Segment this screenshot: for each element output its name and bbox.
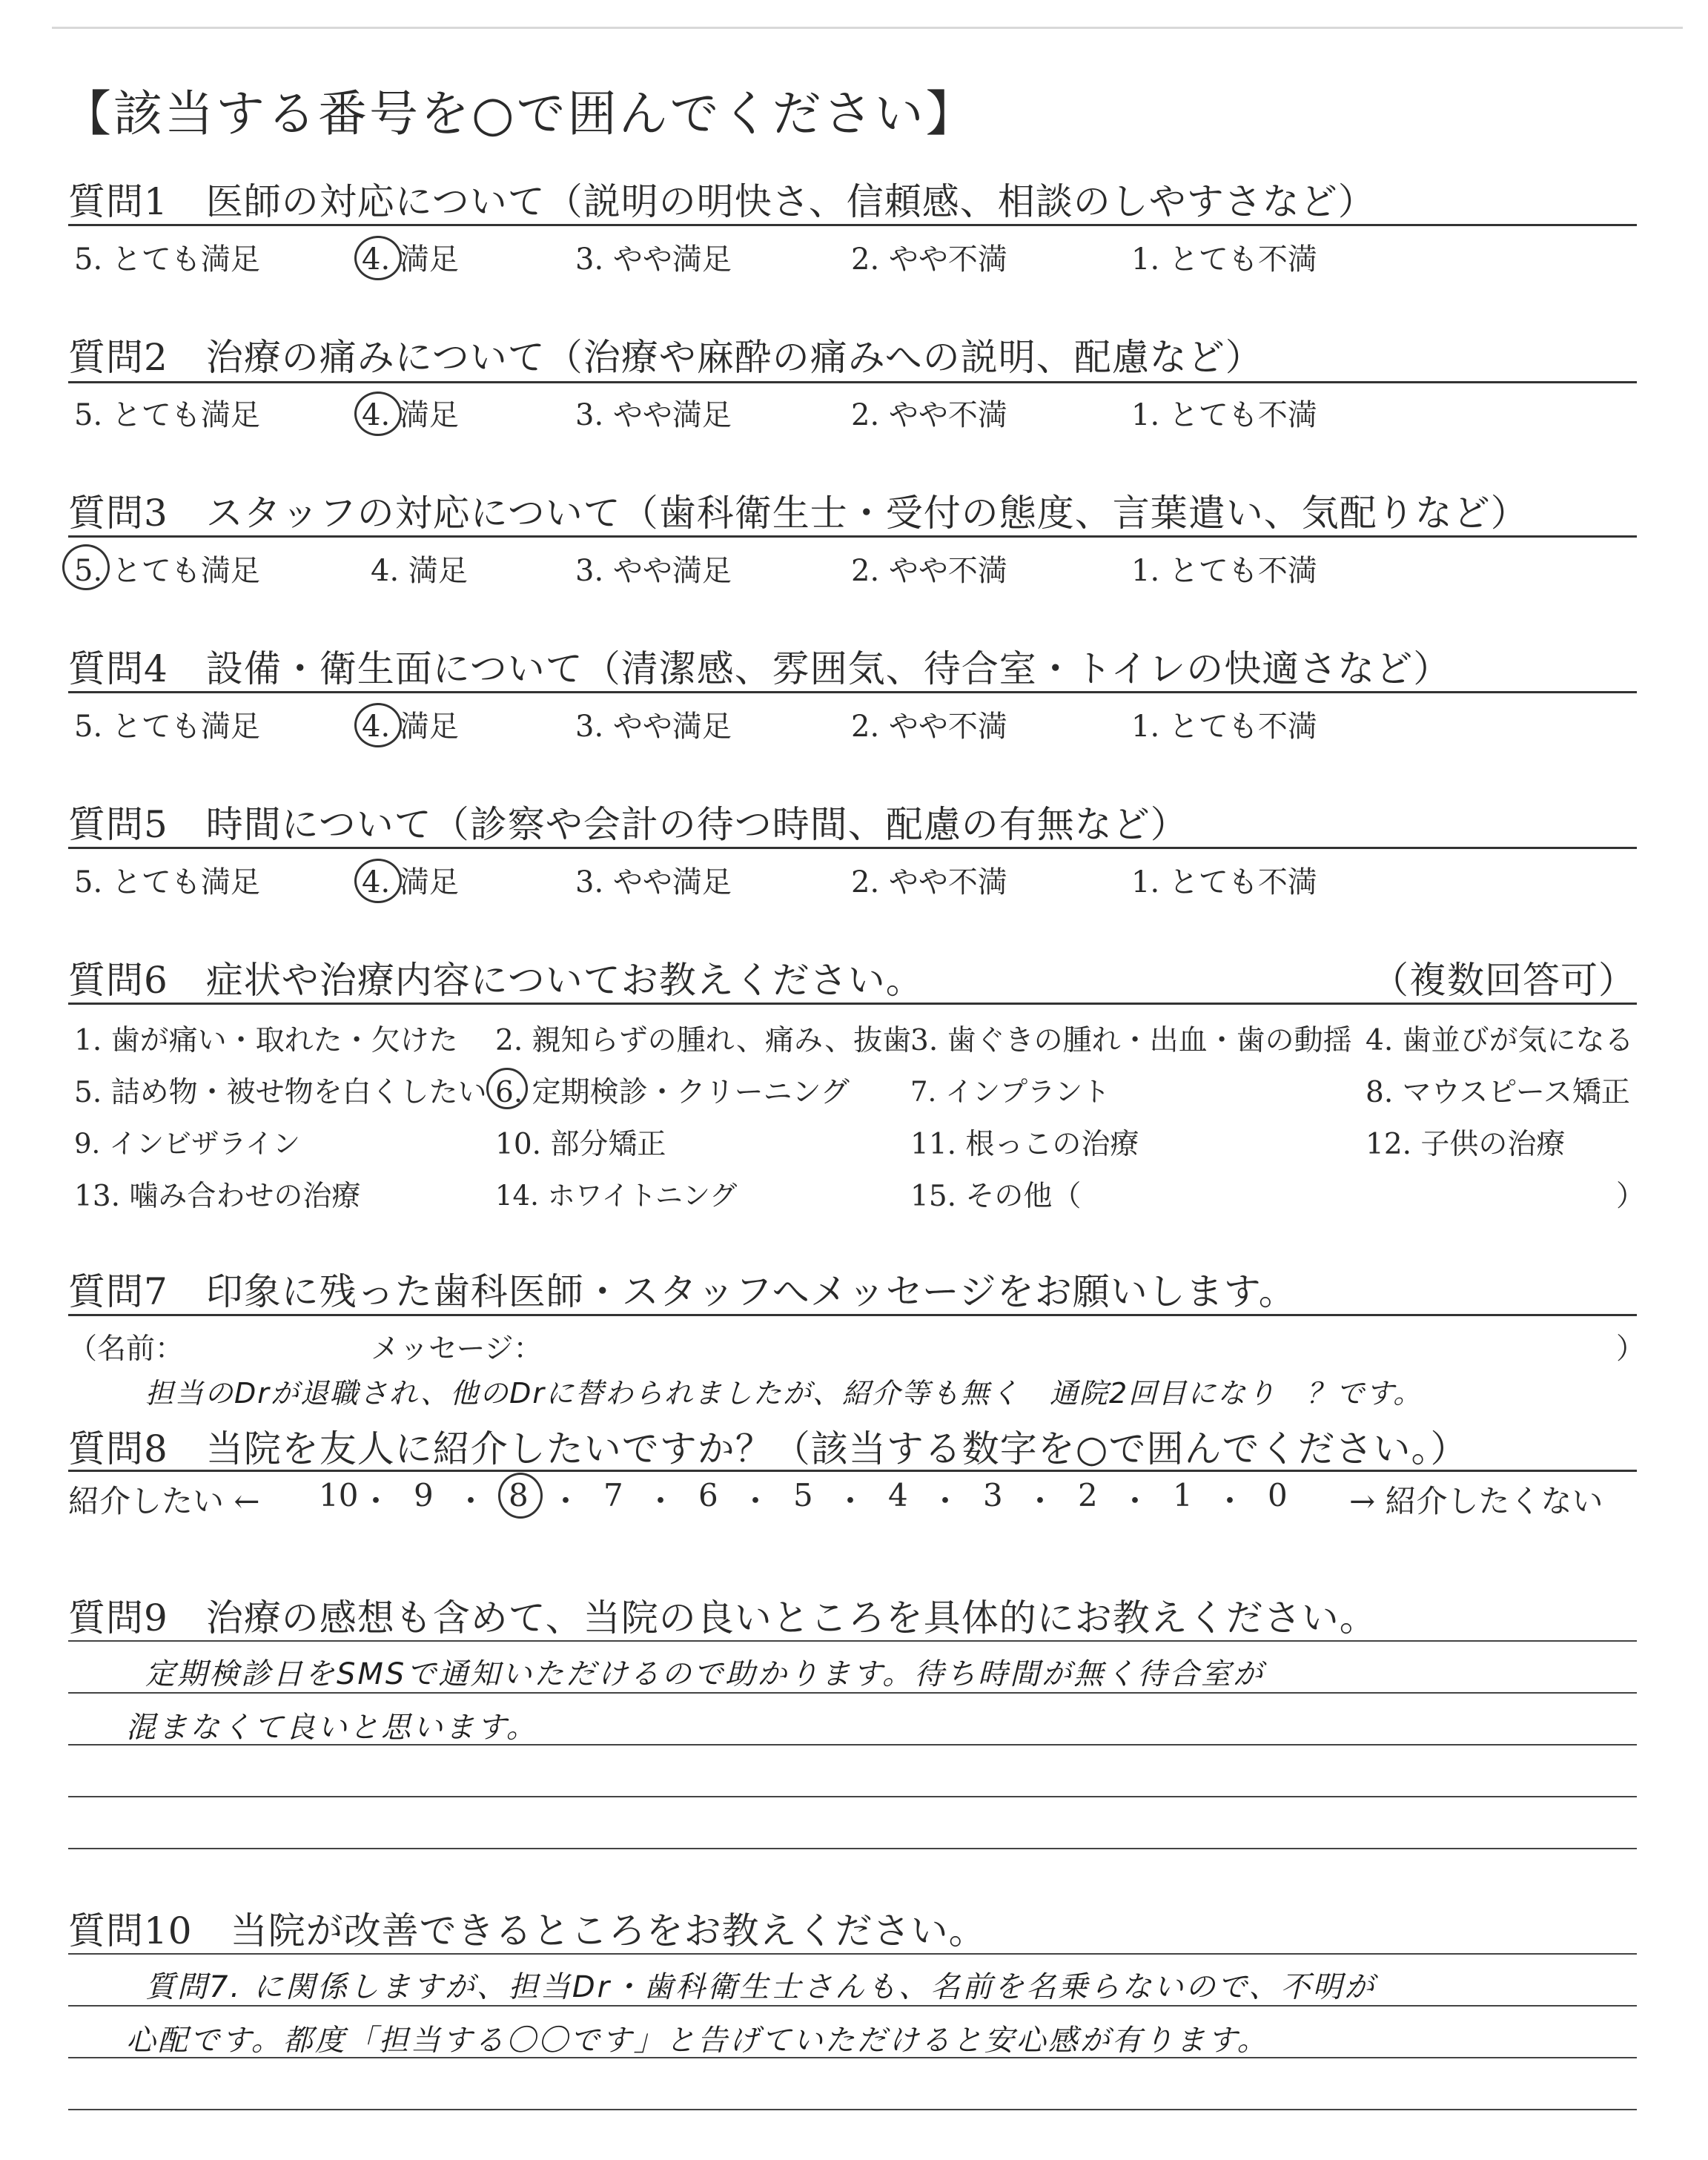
q6-item-13[interactable]: 13. 噛み合わせの治療 xyxy=(74,1180,361,1213)
q7-close: ） xyxy=(1616,1332,1646,1366)
q2-option-5[interactable]: 5. とても満足 xyxy=(74,398,260,432)
q6-item-14[interactable]: 14. ホワイトニング xyxy=(495,1180,738,1212)
q8-scale-value-1[interactable]: 1 xyxy=(1173,1477,1193,1513)
q6-item-3[interactable]: 3. 歯ぐきの腫れ・出血・歯の動揺 xyxy=(910,1024,1352,1057)
q8-scale-separator: ・ xyxy=(455,1483,487,1519)
q9-line-5 xyxy=(68,1848,1637,1849)
q5-heading: 質問5 時間について（診察や会計の待つ時間、配慮の有無など） xyxy=(68,803,1188,846)
q8-scale-separator: ・ xyxy=(1025,1483,1056,1519)
q6-item-11[interactable]: 11. 根っこの治療 xyxy=(910,1128,1139,1161)
q3-option-2[interactable]: 2. やや不満 xyxy=(851,554,1007,588)
q3-selected-circle xyxy=(62,544,110,590)
q9-line-4 xyxy=(68,1796,1637,1797)
q8-scale-value-8[interactable]: 8 xyxy=(509,1477,529,1513)
q7-name-label: （名前： xyxy=(68,1332,185,1366)
q3-option-4[interactable]: 4. 満足 xyxy=(371,554,468,588)
q8-scale-separator: ・ xyxy=(1119,1483,1151,1519)
q8-right-label: → 紹介したくない xyxy=(1349,1483,1603,1519)
q2-heading: 質問2 治療の痛みについて（治療や麻酔の痛みへの説明、配慮など） xyxy=(68,336,1263,379)
q8-scale-value-0[interactable]: 0 xyxy=(1268,1477,1288,1513)
q8-scale-value-3[interactable]: 3 xyxy=(983,1477,1003,1513)
q6-selected-circle xyxy=(486,1068,528,1109)
q6-item-4[interactable]: 4. 歯並びが気になる xyxy=(1366,1024,1634,1057)
q8-scale-separator: ・ xyxy=(550,1483,582,1519)
q7-heading: 質問7 印象に残った歯科医師・スタッフへメッセージをお願いします。 xyxy=(68,1270,1297,1313)
q5-selected-circle xyxy=(354,859,402,903)
q4-option-1[interactable]: 1. とても不満 xyxy=(1131,710,1317,744)
top-border xyxy=(52,27,1683,29)
q2-option-1[interactable]: 1. とても不満 xyxy=(1131,398,1317,432)
q3-option-1[interactable]: 1. とても不満 xyxy=(1131,554,1317,588)
q6-item-5[interactable]: 5. 詰め物・被せ物を白くしたい xyxy=(74,1076,487,1109)
q5-option-3[interactable]: 3. やや満足 xyxy=(575,865,732,899)
q4-selected-circle xyxy=(354,703,402,747)
q2-option-4[interactable]: 4. 満足 xyxy=(362,398,459,432)
q8-scale-separator: ・ xyxy=(930,1483,961,1519)
q4-option-2[interactable]: 2. やや不満 xyxy=(851,710,1007,744)
q6-heading: 質問6 症状や治療内容についてお教えください。 xyxy=(68,959,924,1002)
q6-other-close: ） xyxy=(1616,1180,1646,1213)
q1-option-2[interactable]: 2. やや不満 xyxy=(851,242,1007,277)
q9-heading: 質問9 治療の感想も含めて、当院の良いところを具体的にお教えください。 xyxy=(68,1596,1377,1639)
q4-rule xyxy=(68,691,1637,693)
q6-item-15[interactable]: 15. その他（ xyxy=(910,1180,1082,1213)
q8-scale-separator: ・ xyxy=(740,1483,772,1519)
q8-scale-value-4[interactable]: 4 xyxy=(888,1477,908,1513)
q8-scale-value-5[interactable]: 5 xyxy=(793,1477,813,1513)
q10-line-1 xyxy=(68,1953,1637,1955)
q3-option-3[interactable]: 3. やや満足 xyxy=(575,554,732,588)
q1-option-4[interactable]: 4. 満足 xyxy=(362,242,459,277)
q9-line-1 xyxy=(68,1640,1637,1642)
q6-item-1[interactable]: 1. 歯が痛い・取れた・欠けた xyxy=(74,1024,458,1057)
q8-scale-separator: ・ xyxy=(835,1483,867,1519)
q2-rule xyxy=(68,381,1637,383)
q8-scale-separator: ・ xyxy=(645,1483,677,1519)
q6-rule xyxy=(68,1003,1637,1005)
q7-message-label: メッセージ： xyxy=(371,1332,543,1366)
q6-item-2[interactable]: 2. 親知らずの腫れ、痛み、抜歯 xyxy=(495,1024,912,1057)
q4-heading: 質問4 設備・衛生面について（清潔感、雰囲気、待合室・トイレの快適さなど） xyxy=(68,647,1452,690)
q4-option-3[interactable]: 3. やや満足 xyxy=(575,710,732,744)
q7-handwritten-message: 担当のDrが退職され、他のDrに替わられましたが、紹介等も無く 通院2回目になり ？です。 xyxy=(145,1377,1423,1410)
q6-item-9[interactable]: 9. インビザライン xyxy=(74,1128,300,1160)
q3-heading: 質問3 スタッフの対応について（歯科衛生士・受付の態度、言葉遣い、気配りなど） xyxy=(68,492,1529,535)
q1-heading: 質問1 医師の対応について（説明の明快さ、信頼感、相談のしやすさなど） xyxy=(68,180,1376,223)
q10-line-4 xyxy=(68,2109,1637,2110)
q8-scale-value-9[interactable]: 9 xyxy=(414,1477,434,1513)
q1-option-1[interactable]: 1. とても不満 xyxy=(1131,242,1317,277)
q5-option-2[interactable]: 2. やや不満 xyxy=(851,865,1007,899)
q6-item-12[interactable]: 12. 子供の治療 xyxy=(1366,1128,1566,1161)
q6-note: （複数回答可） xyxy=(1371,959,1636,1002)
q8-heading: 質問8 当院を友人に紹介したいですか？（該当する数字を○で囲んでください。） xyxy=(68,1427,1469,1470)
q1-rule xyxy=(68,224,1637,226)
q8-left-label: 紹介したい ← xyxy=(68,1483,260,1519)
q1-option-5[interactable]: 5. とても満足 xyxy=(74,242,260,277)
q8-scale-value-2[interactable]: 2 xyxy=(1078,1477,1098,1513)
q8-scale-separator: ・ xyxy=(1214,1483,1246,1519)
q4-option-4[interactable]: 4. 満足 xyxy=(362,710,459,744)
q4-option-5[interactable]: 5. とても満足 xyxy=(74,710,260,744)
q5-option-4[interactable]: 4. 満足 xyxy=(362,865,459,899)
q3-option-5[interactable]: 5. とても満足 xyxy=(74,554,260,588)
q1-selected-circle xyxy=(354,236,402,280)
q10-handwritten-line-1: 質問7. に関係しますが、担当Dr・歯科衛生士さんも、名前を名乗らないので、不明が xyxy=(145,1970,1377,2004)
q8-rule xyxy=(68,1470,1637,1472)
q8-scale-value-6[interactable]: 6 xyxy=(698,1477,718,1513)
q1-option-3[interactable]: 3. やや満足 xyxy=(575,242,732,277)
q8-scale-value-10[interactable]: 10 xyxy=(319,1477,359,1513)
q8-selected-circle xyxy=(498,1473,543,1519)
q9-handwritten-line-2: 混まなくて良いと思います。 xyxy=(126,1711,538,1745)
page-title: 【該当する番号を○で囲んでください】 xyxy=(62,85,977,142)
q8-scale-value-7[interactable]: 7 xyxy=(603,1477,623,1513)
q7-rule xyxy=(68,1314,1637,1316)
q10-handwritten-line-2: 心配です。都度「担当する〇〇です」と告げていただけると安心感が有ります。 xyxy=(126,2024,1269,2058)
q5-option-1[interactable]: 1. とても不満 xyxy=(1131,865,1317,899)
q5-rule xyxy=(68,847,1637,849)
q6-item-7[interactable]: 7. インプラント xyxy=(910,1076,1110,1108)
q3-rule xyxy=(68,535,1637,538)
q6-item-10[interactable]: 10. 部分矯正 xyxy=(495,1128,666,1161)
q6-item-8[interactable]: 8. マウスピース矯正 xyxy=(1366,1076,1630,1109)
q2-option-3[interactable]: 3. やや満足 xyxy=(575,398,732,432)
q9-handwritten-line-1: 定期検診日をSMSで通知いただけるので助かります。待ち時間が無く待合室が xyxy=(145,1657,1265,1691)
q2-option-2[interactable]: 2. やや不満 xyxy=(851,398,1007,432)
q6-item-6[interactable]: 6. 定期検診・クリーニング xyxy=(495,1076,850,1109)
q2-selected-circle xyxy=(354,392,402,436)
q8-scale-separator: ・ xyxy=(360,1483,392,1519)
q5-option-5[interactable]: 5. とても満足 xyxy=(74,865,260,899)
q10-heading: 質問10 当院が改善できるところをお教えください。 xyxy=(68,1909,987,1952)
